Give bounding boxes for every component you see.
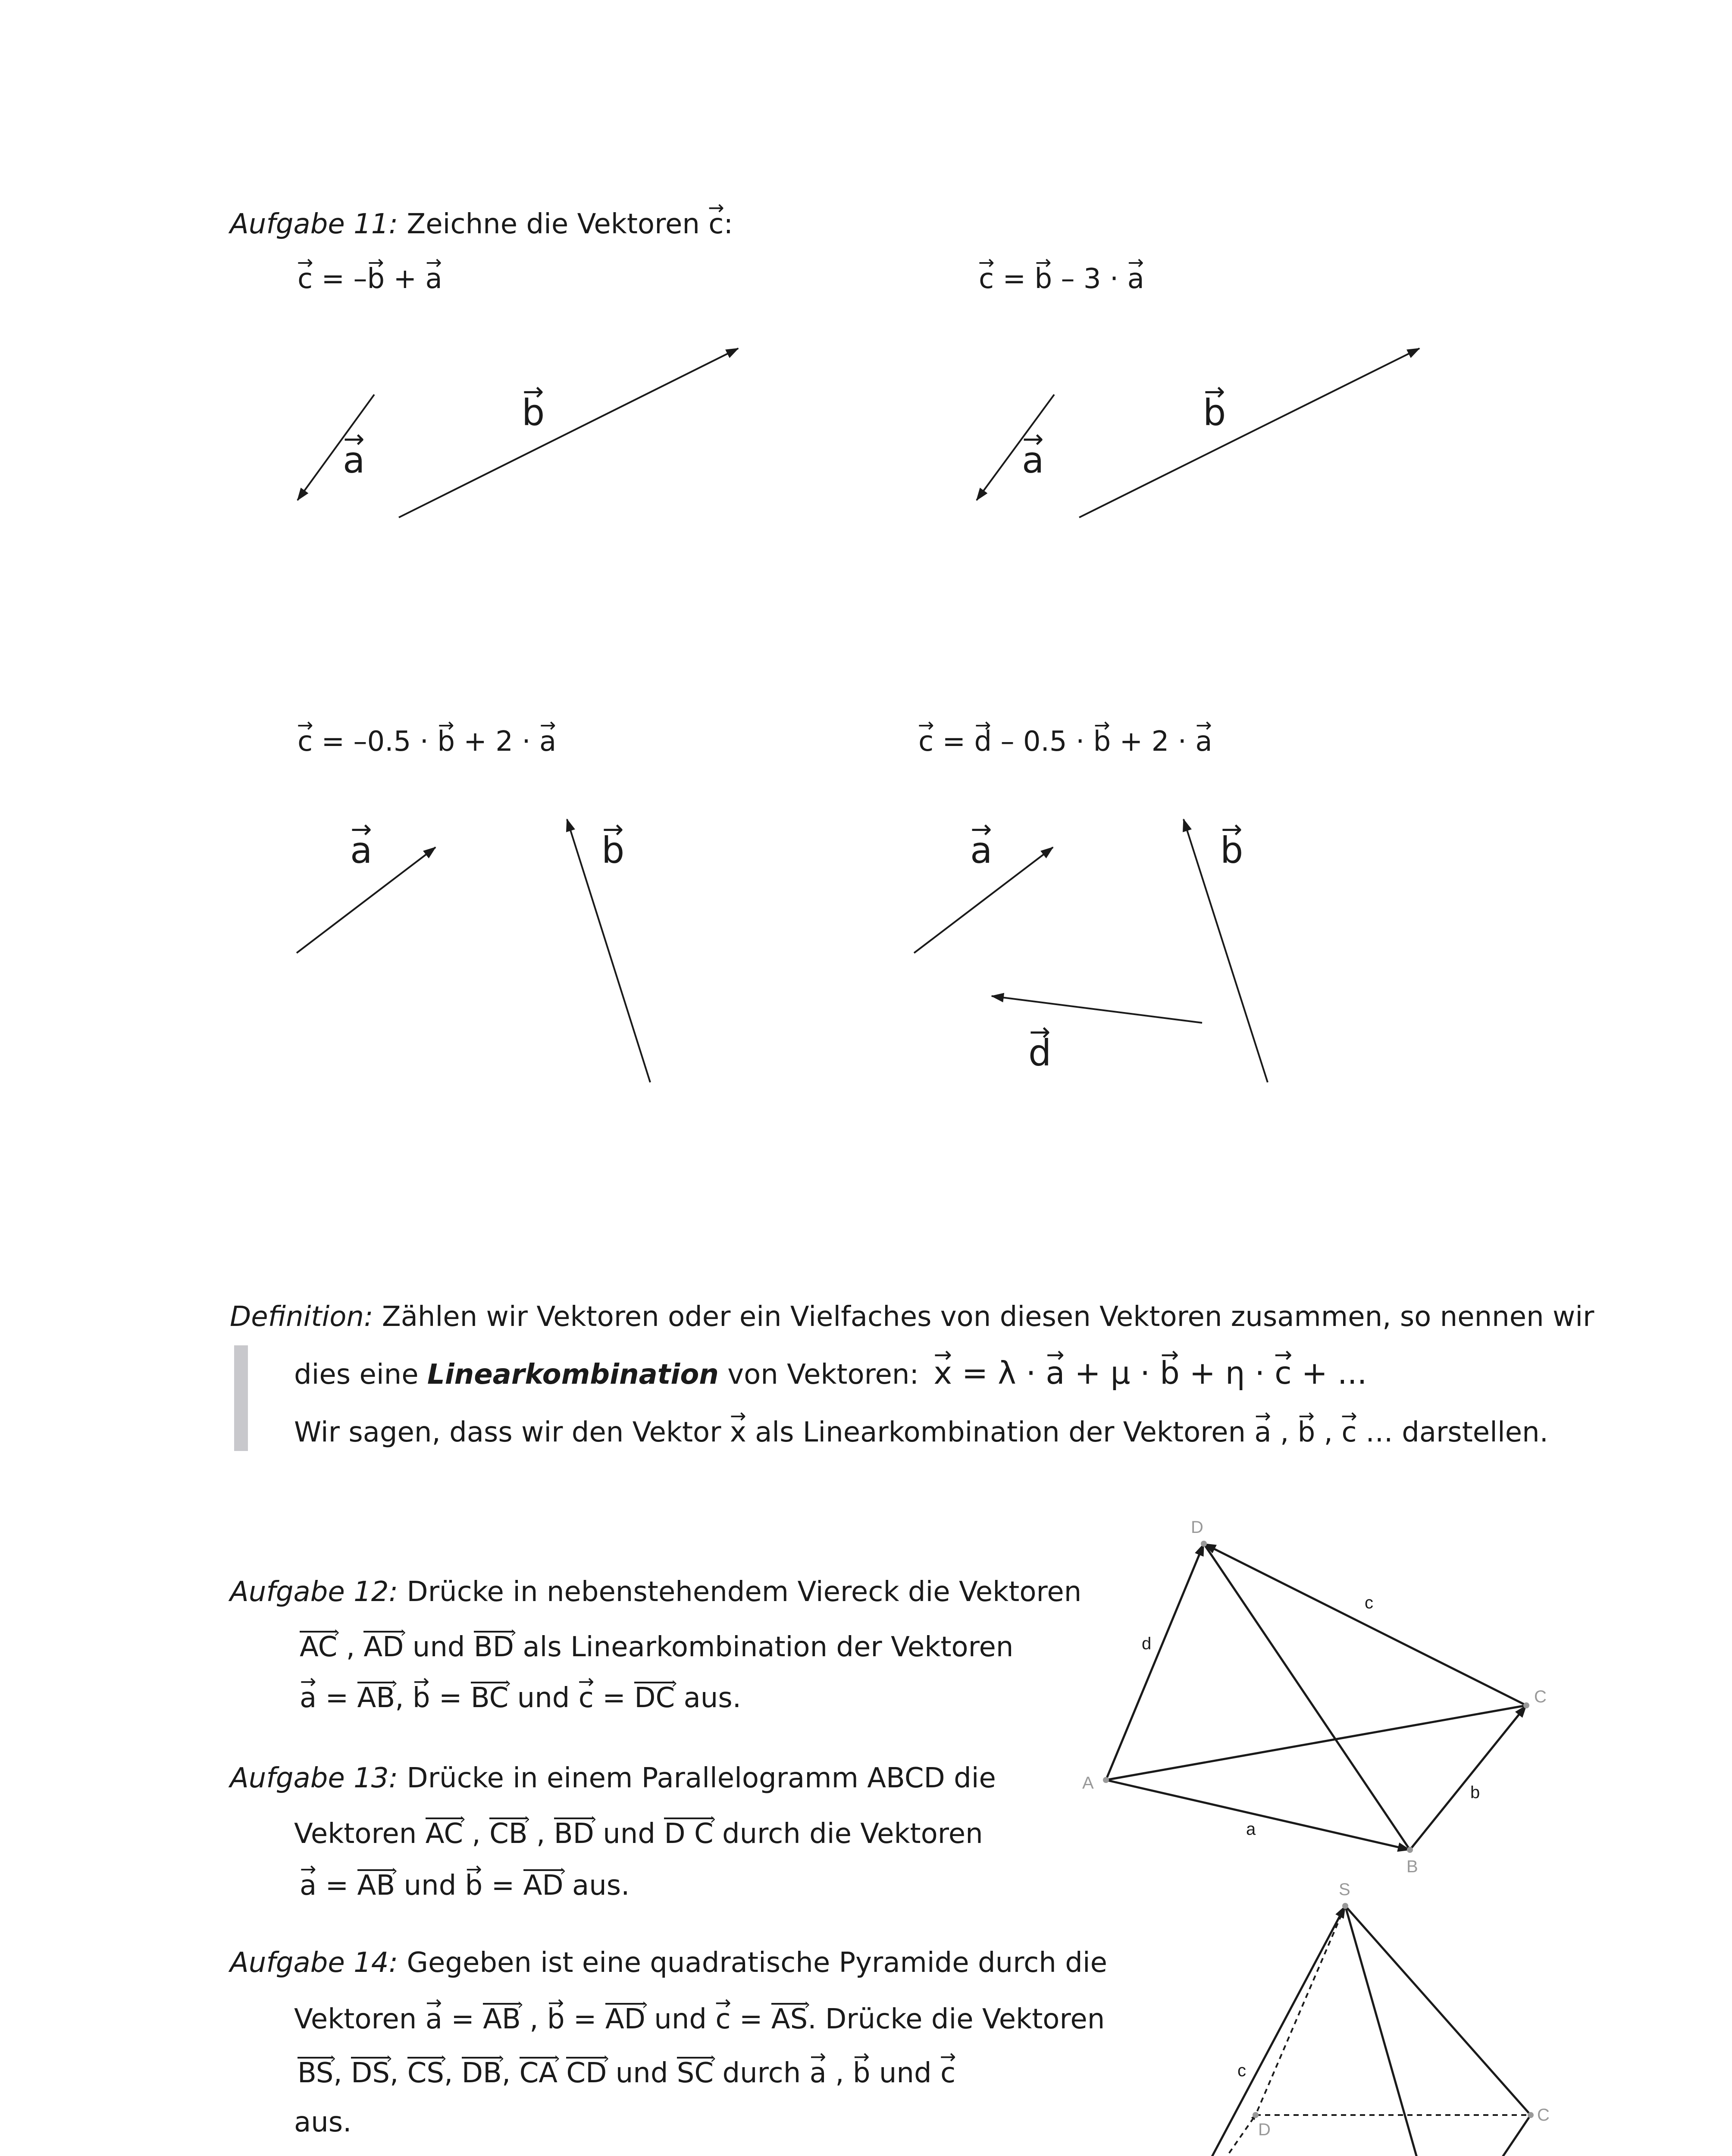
quadrilateral-figure — [1082, 1518, 1547, 1876]
vec-c: → c — [298, 728, 313, 755]
label-d-4: → d — [1028, 1035, 1051, 1071]
quad-point-B: B — [1406, 1857, 1418, 1876]
a13-line-3: → a = AB › und → b = AD › aus. — [300, 1869, 630, 1899]
quad-side-b: b — [1470, 1783, 1480, 1802]
quad-side-c: c — [1365, 1593, 1373, 1612]
a11-colon: : — [723, 208, 733, 240]
vector-b-2 — [1079, 348, 1419, 517]
quad-point-D: D — [1191, 1518, 1203, 1537]
vec-b: → b — [367, 265, 385, 293]
label-a-4: → a — [970, 832, 992, 868]
vec-b: → b — [437, 728, 455, 755]
vec-a: → a — [1128, 265, 1144, 293]
quad-side-a: a — [1246, 1820, 1256, 1839]
vec-b: → b — [1035, 265, 1052, 293]
formula-text: = – — [313, 263, 367, 295]
quad-side-d: d — [1142, 1634, 1152, 1653]
a12-label: Aufgabe 12: — [230, 1576, 398, 1608]
pyramid-figure — [1147, 1880, 1550, 2156]
definition-line-3: Wir sagen, dass wir den Vektor → x als Linearkombination der Vektoren → a , → b , → c … darstellen. — [294, 1419, 1548, 1446]
label-a-2: → a — [1022, 442, 1044, 478]
vector-a-1 — [298, 395, 374, 500]
a13-line-2: Vektoren AC › , CB › , BD › und D C › durch die Vektoren — [294, 1818, 983, 1848]
definition-line-2: dies eine Linearkombination von Vektoren: → x = λ · → a + μ · → b + η · → c + ... — [294, 1357, 1367, 1388]
a13-label: Aufgabe 13: — [230, 1762, 398, 1794]
definition-text: Zählen wir Vektoren oder ein Vielfaches von diesen Vektoren zusammen, so nennen wir — [382, 1301, 1594, 1333]
a13-line-1: Aufgabe 13: Drücke in einem Parallelogramm ABCD die — [230, 1762, 996, 1794]
vec-c: → c — [979, 265, 994, 293]
a12-line-2: AC › , AD › und BD › als Linearkombination der Vektoren — [300, 1631, 1013, 1661]
a14-label: Aufgabe 14: — [230, 1947, 398, 1979]
vector-b-1 — [399, 348, 738, 517]
formula-text: + 2 · — [1111, 726, 1196, 758]
vector-b-3 — [567, 819, 650, 1082]
formula-text: – 3 · — [1052, 263, 1128, 295]
a14-line-2: Vektoren → a = AB › , → b = AD › und → c = AS ›. Drücke die Vektoren — [294, 2003, 1105, 2033]
label-b-1: → b — [522, 395, 545, 431]
vec-a: → a — [1195, 728, 1212, 755]
pyramid-point-S: S — [1339, 1880, 1350, 1899]
formula-text: = — [933, 726, 974, 758]
a11-label: Aufgabe 11: — [230, 208, 398, 240]
term-linearkombination: Linearkombination — [427, 1359, 719, 1391]
a11-text: Zeichne die Vektoren — [407, 208, 700, 240]
definition-line-1 — [230, 1303, 1594, 1331]
vector-a-2 — [977, 395, 1054, 500]
vector-b-4 — [1184, 819, 1268, 1082]
label-b-4: → b — [1220, 832, 1243, 868]
vector-a-3 — [297, 847, 435, 953]
pyramid-point-C: C — [1537, 2106, 1550, 2125]
vec-d: → d — [974, 728, 992, 755]
quad-point-C: C — [1534, 1687, 1547, 1706]
vec-c: → c — [918, 728, 933, 755]
definition-label: Definition: — [230, 1301, 373, 1333]
formula-text: = –0.5 · — [313, 726, 438, 758]
a12-line-3: → a = AB ›, → b = BC › und → c = DC › aus. — [300, 1682, 741, 1712]
formula-text: + 2 · — [454, 726, 539, 758]
formula-text: = — [994, 263, 1035, 295]
definition-bar — [234, 1345, 248, 1451]
vector-a-4 — [914, 847, 1053, 953]
vec-a: → a — [425, 265, 442, 293]
pyramid-point-D: D — [1258, 2120, 1271, 2139]
a11-vec-c: → c — [708, 210, 723, 238]
a12-line-1: Aufgabe 12: Drücke in nebenstehendem Viereck die Vektoren — [230, 1576, 1082, 1608]
vec-c: → c — [298, 265, 313, 293]
formula-text: – 0.5 · — [992, 726, 1093, 758]
label-b-2: → b — [1203, 395, 1226, 431]
label-b-3: → b — [601, 832, 624, 868]
pyramid-edge-c: c — [1237, 2061, 1246, 2080]
a14-line-4: aus. — [294, 2106, 352, 2138]
a14-line-3: BS ›, DS ›, CS ›, DB ›, CA › CD › und SC › durch → a , → b und → c — [298, 2057, 955, 2087]
a14-line-1: Aufgabe 14: Gegeben ist eine quadratische Pyramide durch die — [230, 1947, 1107, 1979]
formula-text: + — [385, 263, 426, 295]
quad-point-A: A — [1082, 1774, 1094, 1792]
vec-b: → b — [1093, 728, 1111, 755]
vector-d-4 — [992, 996, 1202, 1023]
label-a-1: → a — [343, 442, 365, 478]
label-a-3: → a — [350, 832, 372, 868]
definition-formula: → x = λ · → a + μ · → b + η · → c + ... — [933, 1355, 1367, 1391]
vec-a: → a — [539, 728, 556, 755]
